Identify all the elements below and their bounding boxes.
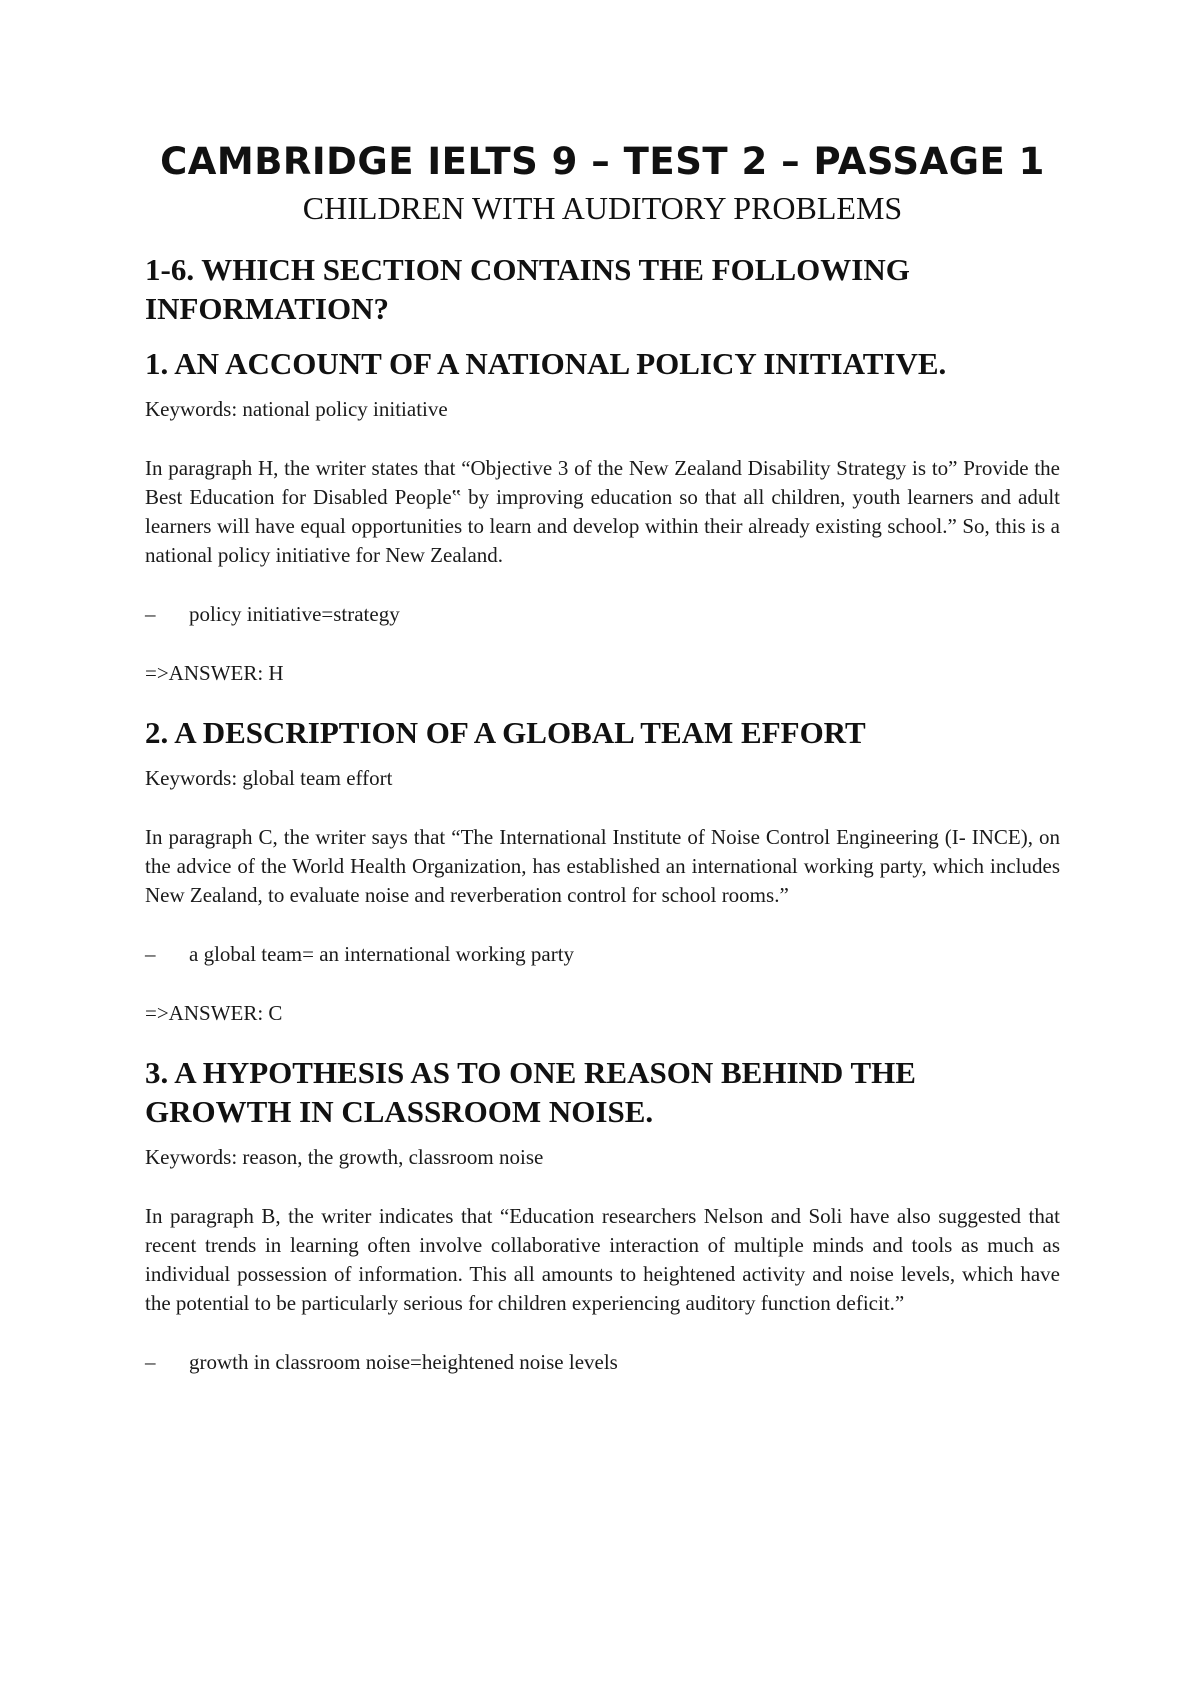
question-group-heading: 1-6. WHICH SECTION CONTAINS THE FOLLOWING INFORMATION? [145, 252, 910, 326]
document-subtitle: CHILDREN WITH AUDITORY PROBLEMS [302, 190, 903, 226]
paraphrase-note [145, 600, 1060, 629]
question-section-2 [145, 713, 1060, 1028]
paraphrase-text: a global team= an international working party [189, 942, 575, 966]
keywords-line: Keywords: global team effort [145, 766, 393, 790]
explanation-paragraph: In paragraph C, the writer says that “The International Institute of Noise Control Engineering (I- INCE), on the advice of the World Health Organization, has established an international working party, which includes New Zealand, to evaluate noise and reverberation control for school rooms.” [145, 825, 1060, 907]
answer-line: =>ANSWER: H [145, 661, 284, 685]
question-heading: 1. AN ACCOUNT OF A NATIONAL POLICY INITIATIVE. [145, 346, 947, 381]
document-title: CAMBRIDGE IELTS 9 – TEST 2 – PASSAGE 1 [160, 140, 1045, 183]
paraphrase-note [145, 1348, 1060, 1377]
explanation-paragraph: In paragraph B, the writer indicates that “Education researchers Nelson and Soli have also suggested that recent trends in learning often involve collaborative interaction of multiple minds and tools as much as individual possession of information. This all amounts to heightened activity and noise levels, which have the potential to be particularly serious for children experiencing auditory function deficit.” [145, 1204, 1060, 1315]
dash-bullet: – [145, 1350, 156, 1374]
question-heading: 2. A DESCRIPTION OF A GLOBAL TEAM EFFORT [145, 715, 866, 750]
explanation-paragraph: In paragraph H, the writer states that “Objective 3 of the New Zealand Disability Strategy is to” Provide the Best Education for Disabled People‟ by improving education so that all children, youth learners and adult learners will have equal opportunities to learn and develop within their already existing school.” So, this is a national policy initiative for New Zealand. [145, 456, 1060, 567]
paraphrase-text: growth in classroom noise=heightened noise levels [189, 1350, 618, 1374]
paraphrase-note [145, 940, 1060, 969]
question-section-1 [145, 344, 1060, 688]
paraphrase-text: policy initiative=strategy [189, 602, 400, 626]
question-heading: 3. A HYPOTHESIS AS TO ONE REASON BEHIND THE GROWTH IN CLASSROOM NOISE. [145, 1055, 916, 1129]
keywords-line: Keywords: national policy initiative [145, 397, 448, 421]
keywords-line: Keywords: reason, the growth, classroom noise [145, 1145, 544, 1169]
answer-line: =>ANSWER: C [145, 1001, 283, 1025]
question-section-3 [145, 1053, 1060, 1377]
dash-bullet: – [145, 942, 156, 966]
dash-bullet: – [145, 602, 156, 626]
document-content [145, 140, 1060, 1407]
